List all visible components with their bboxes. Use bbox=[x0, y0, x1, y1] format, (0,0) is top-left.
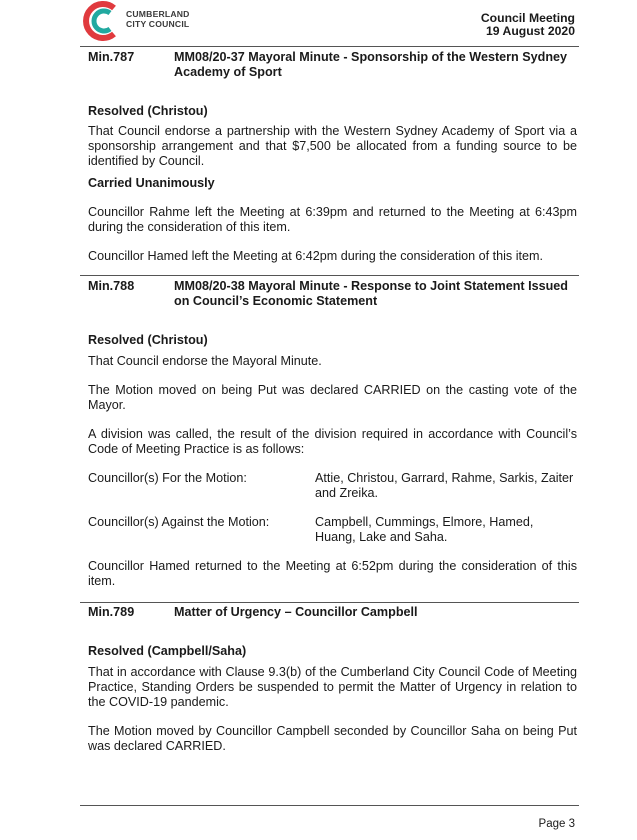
logo-c-icon bbox=[82, 0, 124, 42]
resolved-heading: Resolved (Christou) bbox=[88, 104, 208, 118]
logo-line-2: CITY COUNCIL bbox=[126, 19, 190, 29]
resolved-heading: Resolved (Campbell/Saha) bbox=[88, 644, 247, 658]
minute-heading-789 bbox=[88, 605, 577, 620]
meeting-date: 19 August 2020 bbox=[486, 24, 575, 38]
minute-title: Matter of Urgency – Councillor Campbell bbox=[174, 605, 418, 619]
motion-result: The Motion moved by Councillor Campbell seconded by Councillor Saha on being Put was declared CARRIED. bbox=[88, 724, 577, 753]
resolution-text: That in accordance with Clause 9.3(b) of the Cumberland City Council Code of Meeting Practice, Standing Orders be suspended to permit the Matter of Urgency in relation to the COVID-19 pandemic. bbox=[88, 665, 577, 709]
logo-line-1: CUMBERLAND bbox=[126, 9, 190, 19]
attendance-note: Councillor Hamed left the Meeting at 6:42pm during the consideration of this item. bbox=[88, 249, 544, 263]
minute-title: MM08/20-37 Mayoral Minute - Sponsorship of the Western Sydney Academy of Sport bbox=[174, 50, 568, 79]
resolution-text: That Council endorse the Mayoral Minute. bbox=[88, 354, 322, 368]
division-against bbox=[88, 515, 577, 545]
division-against-label: Councillor(s) Against the Motion: bbox=[88, 515, 270, 529]
section-divider bbox=[80, 46, 579, 47]
section-divider bbox=[80, 602, 579, 603]
motion-result: The Motion moved on being Put was declared CARRIED on the casting vote of the Mayor. bbox=[88, 383, 577, 412]
division-for-label: Councillor(s) For the Motion: bbox=[88, 471, 247, 485]
footer-divider bbox=[80, 805, 579, 806]
page-number: Page 3 bbox=[538, 818, 575, 830]
attendance-note: Councillor Rahme left the Meeting at 6:39pm and returned to the Meeting at 6:43pm during the consideration of this item. bbox=[88, 205, 577, 234]
minute-heading-788 bbox=[88, 279, 577, 309]
carried-status: Carried Unanimously bbox=[88, 176, 215, 190]
resolved-heading: Resolved (Christou) bbox=[88, 333, 208, 347]
division-for-names: Attie, Christou, Garrard, Rahme, Sarkis, Zaiter and Zreika. bbox=[315, 471, 574, 500]
minute-heading-787 bbox=[88, 50, 577, 80]
division-intro: A division was called, the result of the division required in accordance with Council’s Code of Meeting Practice is as follows: bbox=[88, 427, 577, 456]
cumberland-logo bbox=[82, 0, 202, 42]
minute-number: Min.788 bbox=[88, 279, 135, 293]
minute-title: MM08/20-38 Mayoral Minute - Response to Joint Statement Issued on Council’s Economic Statement bbox=[174, 279, 568, 308]
section-divider bbox=[80, 275, 579, 276]
division-for bbox=[88, 471, 577, 501]
resolution-text: That Council endorse a partnership with the Western Sydney Academy of Sport via a sponsorship arrangement and that $7,500 be allocated from a funding source to be identified by Council. bbox=[88, 124, 577, 168]
meeting-title: Council Meeting bbox=[480, 11, 575, 25]
attendance-note: Councillor Hamed returned to the Meeting at 6:52pm during the consideration of this item. bbox=[88, 559, 577, 588]
division-against-names: Campbell, Cummings, Elmore, Hamed, Huang, Lake and Saha. bbox=[315, 515, 534, 544]
minute-number: Min.789 bbox=[88, 605, 135, 619]
meeting-header bbox=[481, 12, 575, 38]
logo-text bbox=[126, 9, 190, 29]
minute-number: Min.787 bbox=[88, 50, 135, 64]
